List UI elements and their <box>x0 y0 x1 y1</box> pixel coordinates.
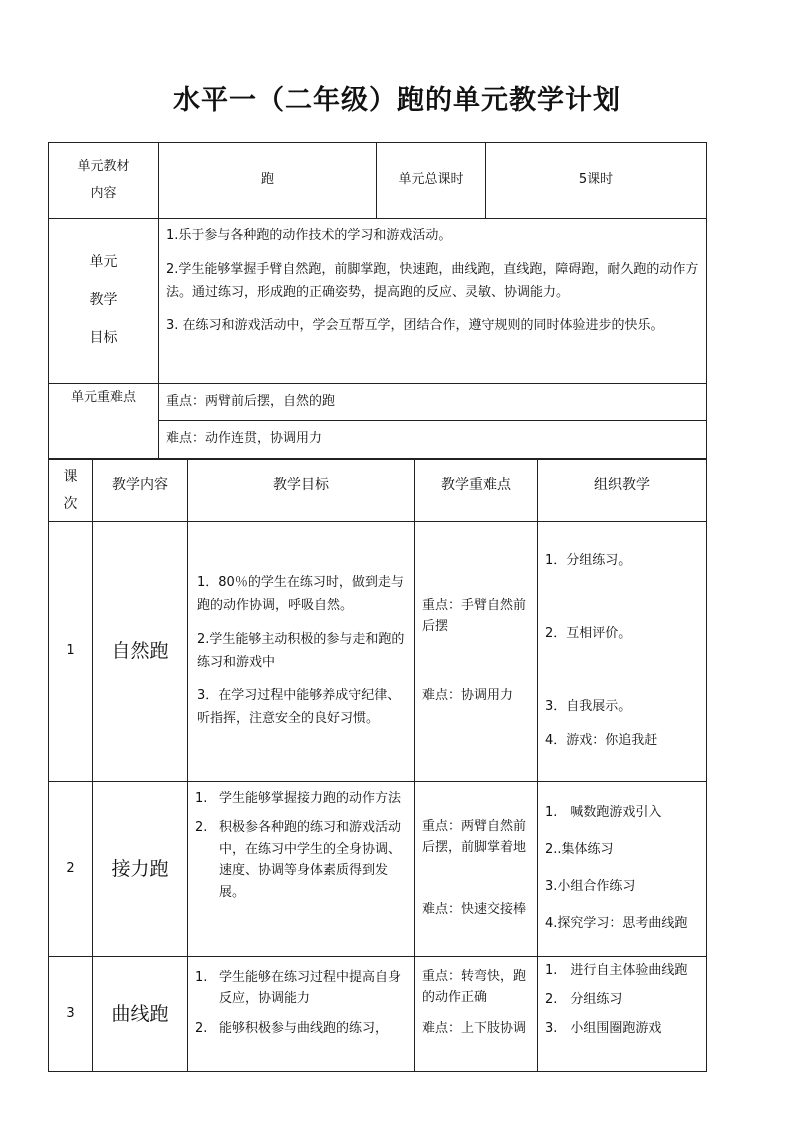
org-item: 2．互相评价。 <box>545 625 632 641</box>
lesson-row <box>49 957 707 1072</box>
key-points-focus-row <box>49 384 707 421</box>
key-points-focus-cell: 重点：两臂前后摆，自然的跑 <box>159 384 707 421</box>
col-header-content: 教学内容 <box>93 460 188 522</box>
lesson-difficulty: 难点：上下肢协调 <box>422 1020 527 1036</box>
lesson-number: 3 <box>49 957 93 1072</box>
org-item: 3．自我展示。 <box>545 698 632 714</box>
org-item: 1. 进行自主体验曲线跑 <box>545 963 688 978</box>
hours-value-cell: 5课时 <box>486 143 707 219</box>
objective-list <box>195 788 407 903</box>
org-item: 2..集体练习 <box>545 842 614 858</box>
objective-item: 1. 学生能够在练习过程中提高自身反应，协调能力 <box>195 970 402 1007</box>
content-label-line-1: 单元教材 <box>77 158 130 174</box>
objective-item: 1. 学生能够掌握接力跑的动作方法 <box>195 791 402 806</box>
lesson-difficulty: 难点：快速交接棒 <box>422 902 527 918</box>
hours-label-cell: 单元总课时 <box>377 143 486 219</box>
page-title: 水平一（二年级）跑的单元教学计划 <box>173 85 621 116</box>
lesson-focus: 重点：转弯快，跑的动作正确 <box>422 969 527 1005</box>
org-item: 4.探究学习：思考曲线跑 <box>545 915 688 931</box>
col-header-key-points: 教学重难点 <box>415 460 538 522</box>
lesson-content: 自然跑 <box>93 522 188 782</box>
goal-item: 3. 在练习和游戏活动中，学会互帮互学，团结合作，遵守规则的同时体验进步的快乐。 <box>166 318 664 334</box>
lesson-number: 1 <box>49 522 93 782</box>
org-item: 1．分组练习。 <box>545 552 632 568</box>
col-header-organization: 组织教学 <box>538 460 707 522</box>
col-header-lesson-no: 课次 <box>49 460 93 522</box>
objective-item: 2.学生能够主动积极的参与走和跑的练习和游戏中 <box>197 631 405 670</box>
org-item: 3.小组合作练习 <box>545 879 636 894</box>
org-item: 4．游戏：你追我赶 <box>545 733 658 749</box>
unit-overview-table <box>48 142 707 459</box>
objective-item: 1．80％的学生在练习时，做到走与跑的动作协调，呼吸自然。 <box>197 575 404 613</box>
lesson-content: 曲线跑 <box>93 957 188 1072</box>
lesson-key-points-cell <box>415 957 538 1072</box>
lesson-organization-cell <box>538 957 707 1072</box>
goals-label-line-2: 教学 <box>89 292 118 309</box>
lesson-focus: 重点：两臂自然前后摆，前脚掌着地 <box>422 818 527 855</box>
goal-item: 2.学生能够掌握手臂自然跑，前脚掌跑，快速跑，曲线跑，直线跑，障碍跑，耐久跑的动作方法。通过练习，形成跑的正确姿势，提高跑的反应、灵敏、协调能力。 <box>166 261 699 300</box>
key-points-label-cell: 单元重难点 <box>49 384 159 459</box>
objective-list <box>195 967 407 1039</box>
lesson-row <box>49 522 707 782</box>
goals-label-line-1: 单元 <box>89 254 118 271</box>
lesson-content: 接力跑 <box>93 782 188 957</box>
goals-text-cell <box>159 219 707 384</box>
org-item: 3. 小组围圈跑游戏 <box>545 1020 662 1036</box>
content-label-line-2: 内容 <box>90 185 117 201</box>
content-value-cell: 跑 <box>159 143 377 219</box>
unit-content-row <box>49 143 707 219</box>
org-item: 2. 分组练习 <box>545 991 623 1007</box>
lesson-objectives-cell <box>188 522 415 782</box>
org-item: 1. 喊数跑游戏引入 <box>545 805 662 821</box>
lesson-key-points-cell <box>415 782 538 957</box>
goals-label-cell <box>49 219 159 384</box>
lesson-objectives-cell <box>188 957 415 1072</box>
lesson-objectives-cell <box>188 782 415 957</box>
content-label-cell <box>49 143 159 219</box>
lesson-key-points-cell <box>415 522 538 782</box>
goal-item: 1.乐于参与各种跑的动作技术的学习和游戏活动。 <box>166 228 452 243</box>
key-points-difficulty-cell: 难点：动作连贯，协调用力 <box>159 421 707 459</box>
objective-item: 2. 积极参各种跑的练习和游戏活动中，在练习中学生的全身协调、速度、协调等身体素质得到发展。 <box>195 820 402 900</box>
lessons-table <box>48 459 707 1072</box>
lesson-organization-cell <box>538 522 707 782</box>
lesson-row <box>49 782 707 957</box>
objective-item: 2. 能够积极参与曲线跑的练习， <box>195 1020 389 1036</box>
lesson-difficulty: 难点：协调用力 <box>422 687 514 703</box>
goals-label-line-3: 目标 <box>89 329 118 346</box>
lessons-header-row <box>49 460 707 522</box>
unit-goals-row <box>49 219 707 384</box>
lesson-number: 2 <box>49 782 93 957</box>
lesson-organization-cell <box>538 782 707 957</box>
objective-item: 3．在学习过程中能够养成守纪律、听指挥，注意安全的良好习惯。 <box>197 688 401 726</box>
lesson-focus: 重点：手臂自然前后摆 <box>422 598 527 635</box>
col-header-objectives: 教学目标 <box>188 460 415 522</box>
